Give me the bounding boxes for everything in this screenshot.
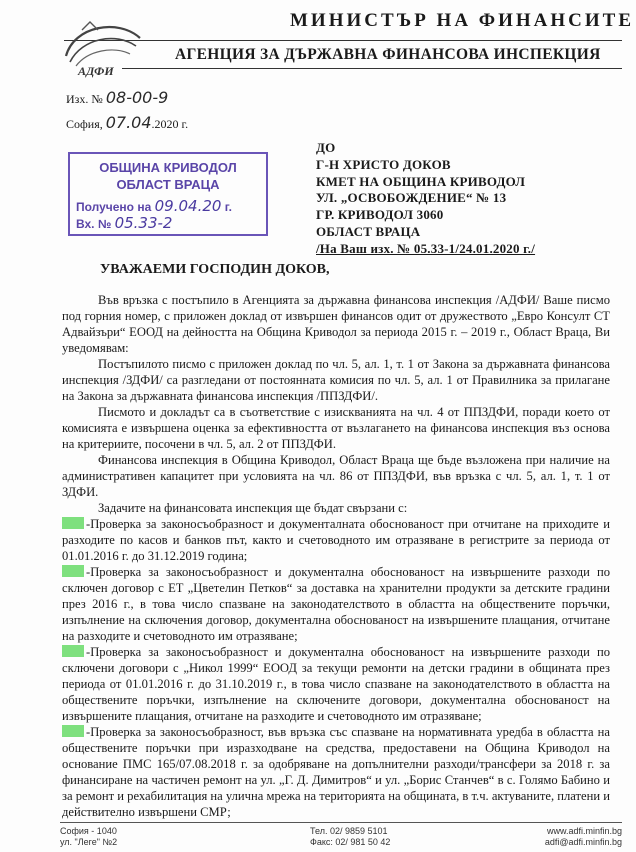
header-rule-bottom	[122, 68, 622, 69]
footer-web	[545, 826, 622, 848]
footer-phone: Тел. 02/ 9859 5101	[310, 826, 388, 836]
stamp-received-value: 09.04.20	[154, 197, 222, 215]
ministry-title: МИНИСТЪР НА ФИНАНСИТЕ	[290, 10, 635, 31]
task-text: -Проверка за законосъобразност и документална обоснованост на извършените разходи по сключен договор с ЕТ „Цветелин Петков“ за доставка на хранителни продукти за детските градини през 2016 г., в това число спазване на законодателството в областта на обществените поръчки, изпълнение на сключения договор, документална обоснованост на извършените плащания, отчитане на разходите и счетоводното им отразяване;	[62, 565, 610, 643]
addressee-line: Г-Н ХРИСТО ДОКОВ	[316, 156, 451, 172]
task-item	[62, 724, 610, 820]
salutation: УВАЖАЕМИ ГОСПОДИН ДОКОВ,	[100, 262, 330, 277]
footer-street: ул. "Леге" №2	[60, 837, 118, 847]
task-item	[62, 564, 610, 644]
task-text: -Проверка за законосъобразност, във връзка със спазване на нормативната уредба в областта на обществените поръчки при изразходване на средства, предоставени на Община Криводол на основание ПМС 165/07.08.2018 г. за одобряване на допълнителни разходи/трансфери за 2018 г. за финансиране на частичен ремонт на ул. „Г. Д. Димитров“ и ул. „Борис Станчев“ в с. Голямо Бабино и за ремонт и рехабилитация на улична мрежа на територията на общината, в т.ч. актуваните, платени и действително извършени СМР;	[62, 725, 611, 819]
outgoing-date	[66, 113, 188, 132]
stamp-incoming-value: 05.33-2	[114, 214, 173, 232]
task-item	[62, 516, 610, 564]
reference-number: /На Ваш изх. № 05.33-1/24.01.2020 г./	[316, 240, 536, 256]
highlight-mark	[62, 517, 84, 529]
stamp-line-2: ОБЛАСТ ВРАЦА	[116, 177, 220, 192]
addressee-line: УЛ. „ОСВОБОЖДЕНИЕ“ № 13	[316, 190, 507, 206]
city-label: София,	[66, 117, 103, 131]
footer-address	[60, 826, 117, 848]
stamp-line-1: ОБЩИНА КРИВОДОЛ	[99, 160, 237, 175]
incoming-stamp	[68, 152, 268, 236]
footer-website: www.adfi.minfin.bg	[546, 826, 622, 836]
stamp-received-suffix: г.	[224, 200, 232, 214]
outgoing-number-label: Изх. №	[66, 92, 103, 106]
footer-phones	[310, 826, 390, 848]
task-text: -Проверка за законосъобразност и документалната обоснованост при отчитане на приходите и разходите по касов и банков път, както и счетоводното им отразяване в регистрите за периода от 01.01.2016 г. до 31.12.2019 година;	[62, 517, 610, 563]
task-text: -Проверка за законосъобразност и документална обоснованост на извършените разходи по сключени договори с „Никол 1999“ ЕООД за текущи ремонти на детски градини в общината през периода от 01.01.2016 г. до 31.10.2019 г., в това число спазване на законодателството в областта на обществените поръчки, изпълнение на сключените договори, документална обоснованост на извършените плащания, отчитане на разходите и счетоводното им отразяване;	[62, 645, 610, 723]
footer-email: adfi@adfi.minfin.bg	[544, 837, 622, 847]
outgoing-number-value: 08-00-9	[105, 88, 169, 107]
footer-rule	[60, 822, 622, 823]
paragraph: Постъпилото писмо с приложен доклад по чл. 5, ал. 1, т. 1 от Закона за държавната финансова инспекция /ЗДФИ/ са разгледани от постоянната комисия по чл. 5, ал. 1 от Правилника за прилагане на Закона за държавната финансова инспекция /ППЗДФИ/.	[62, 357, 610, 403]
paragraph: Писмото и докладът са в съответствие с изискванията на чл. 4 от ППЗДФИ, поради което от комисията е извършена оценка за ефективността от възлагането на финансова инспекция въз основа на критериите, посочени в чл. 5, ал. 2 от ППЗДФИ.	[62, 405, 610, 451]
letter-body	[62, 292, 610, 820]
stamp-received-label: Получено на	[76, 200, 152, 214]
paragraph: Във връзка с постъпило в Агенцията за държавна финансова инспекция /АДФИ/ Ваше писмо под горния номер, с приложен доклад от извършен финансов одит от дружеството „Евро Консулт СТ Адвайзъри“ ЕООД на дейността на Община Криводол за периода 2015 г. – 2019 г., Област Враца, Ви уведомявам:	[62, 293, 610, 355]
addressee-line: КМЕТ НА ОБЩИНА КРИВОДОЛ	[316, 173, 526, 189]
highlight-mark	[62, 645, 84, 657]
date-value: 07.04	[105, 113, 152, 132]
task-item	[62, 644, 610, 724]
paragraph: Финансова инспекция в Община Криводол, Област Враца ще бъде възложена при наличие на административен капацитет при условията на чл. 86 от ППЗДФИ, във връзка с чл. 5, ал. 1, т. 1 от ЗДФИ.	[62, 453, 610, 499]
stamp-incoming	[76, 214, 172, 232]
stamp-received	[76, 197, 232, 215]
header-rule-top	[64, 40, 622, 41]
addressee-block	[316, 140, 535, 258]
paragraph: Задачите на финансовата инспекция ще бъдат свързани с:	[98, 501, 408, 515]
outgoing-number	[66, 88, 168, 107]
stamp-incoming-label: Вх. №	[76, 217, 112, 231]
addressee-line: ОБЛАСТ ВРАЦА	[316, 223, 421, 239]
logo-text: АДФИ	[78, 64, 114, 78]
highlight-mark	[62, 725, 84, 737]
footer-city: София - 1040	[60, 826, 117, 836]
year-suffix: .2020 г.	[151, 117, 189, 131]
addressee-line: ДО	[316, 140, 336, 155]
footer-fax: Факс: 02/ 981 50 42	[310, 837, 391, 847]
highlight-mark	[62, 565, 84, 577]
addressee-line: ГР. КРИВОДОЛ 3060	[316, 207, 444, 223]
agency-title: АГЕНЦИЯ ЗА ДЪРЖАВНА ФИНАНСОВА ИНСПЕКЦИЯ	[175, 46, 601, 63]
